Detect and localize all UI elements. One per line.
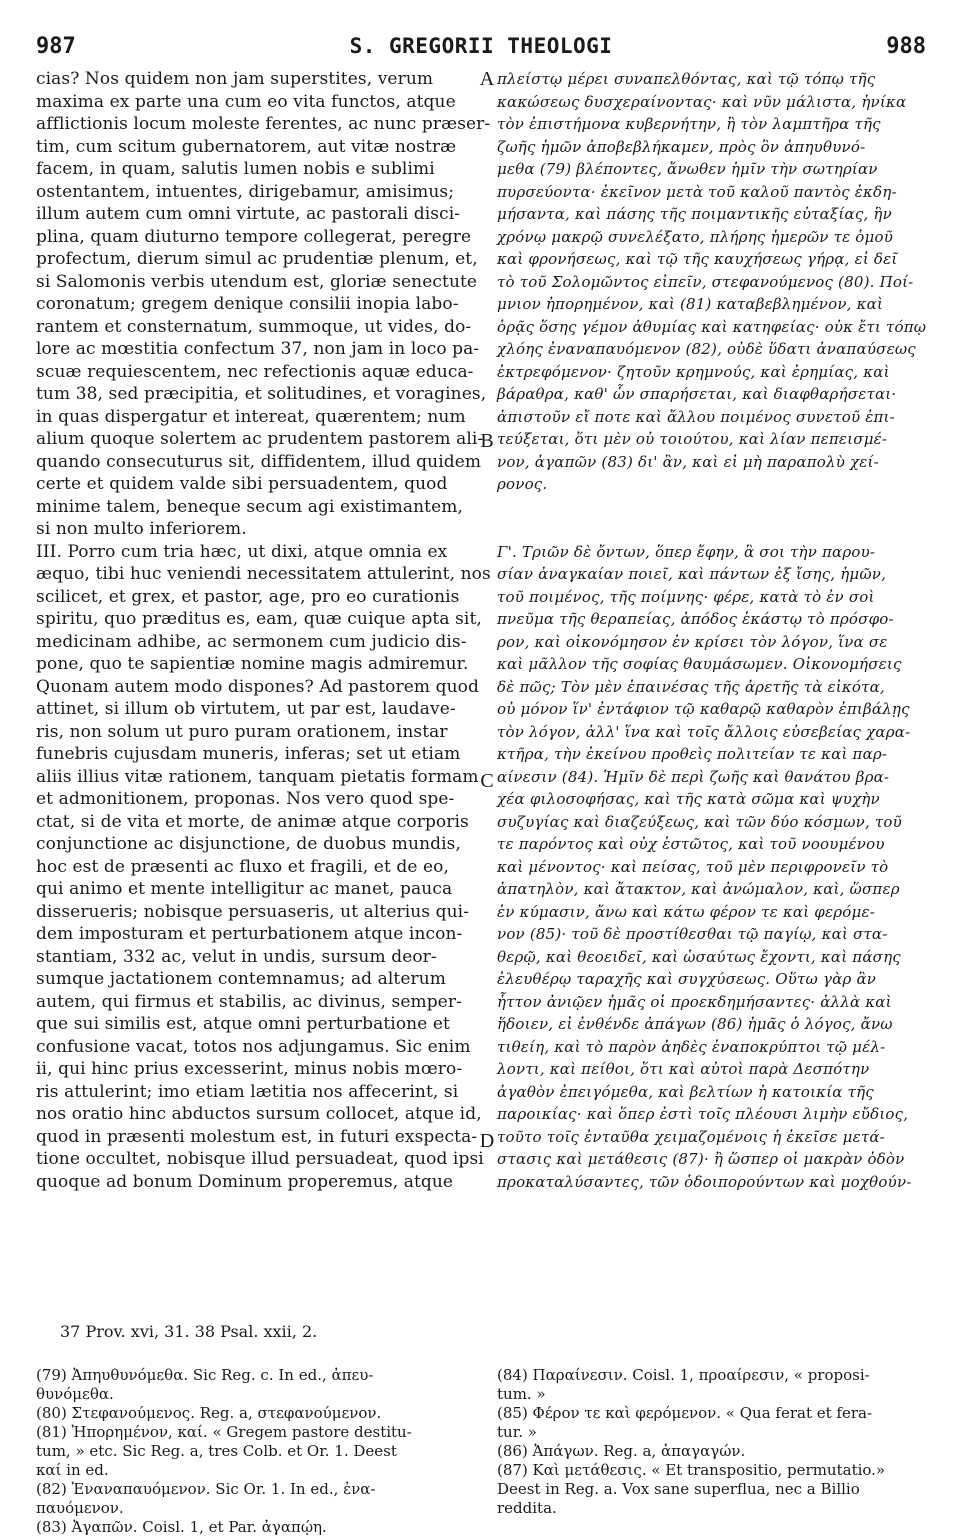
greek-text-line: παροικίας· καὶ ὅπερ ἐστὶ τοῖς πλέουσι λιμὴν εὔδιος, bbox=[497, 1105, 909, 1123]
margin-letter-d: D bbox=[479, 1130, 495, 1152]
greek-text-line: ἀπιστοῦν εἴ ποτε καὶ ἄλλου ποιμένος συνετοῦ ἐπι- bbox=[497, 407, 895, 426]
greek-text-line: τοῦτο τοῖς ἐνταῦθα χειμαζομένοις ἡ ἐκεῖσε μετά- bbox=[497, 1127, 885, 1146]
greek-text-line: τιθείη, καὶ τὸ παρὸν ἀηδὲς ἐναποκρύπτοι τῷ μέλ- bbox=[497, 1037, 886, 1056]
greek-text-line: ζωῆς ἡμῶν ἀποβεβλήκαμεν, πρὸς ὃν ἀπηυθυνό- bbox=[497, 137, 866, 156]
latin-text-line: quod in præsenti molestum est, in futuri exspecta- bbox=[36, 1126, 478, 1147]
margin-letter-c: C bbox=[480, 770, 494, 792]
latin-text-line: certe et quidem valde sibi persuadentem, quod bbox=[36, 474, 448, 494]
greek-text-line: ἀγαθὸν ἐπειγόμεθα, καὶ βελτίων ἡ κατοικία τῆς bbox=[497, 1082, 874, 1101]
note-line: (83) Ἀγαπῶν. Coisl. 1, et Par. ἀγαπῴη. bbox=[36, 1518, 327, 1536]
greek-text-line: θερῷ, καὶ θεοειδεῖ, καὶ ὡσαύτως ἔχοντι, καὶ πάσης bbox=[497, 947, 901, 966]
greek-text-line: χρόνῳ μακρῷ συνελέξατο, πλήρης ἡμερῶν τε ὁμοῦ bbox=[497, 227, 894, 246]
greek-text-line: καὶ μᾶλλον τῆς σοφίας θαυμάσωμεν. Οἰκονομήσεις bbox=[497, 655, 902, 673]
greek-text-line: ὁρᾷς ὅσης γέμον ἀθυμίας καὶ κατηφείας· οὐκ ἔτι τόπῳ bbox=[497, 317, 927, 336]
greek-text-line: κακώσεως δυσχεραίνοντας· καὶ νῦν μάλιστα, ἡνίκα bbox=[497, 92, 907, 111]
note-line: (86) Ἀπάγων. Reg. a, ἀπαγαγών. bbox=[497, 1442, 746, 1460]
greek-text-line: τὸ τοῦ Σολομῶντος εἰπεῖν, στεφανούμενος (80). Ποί- bbox=[497, 272, 914, 291]
greek-text-line: ἧττον ἀνιῷεν ἡμᾶς οἱ προεκδημήσαντες· ἀλλὰ καὶ bbox=[497, 992, 892, 1011]
greek-text-line: τὸν ἐπιστήμονα κυβερνήτην, ἢ τὸν λαμπτῆρα τῆς bbox=[497, 115, 881, 133]
greek-text-line: βάραθρα, καθ' ὧν σπαρήσεται, καὶ διαφθαρήσεται· bbox=[497, 385, 897, 403]
greek-text-line: ἐλευθέρῳ ταραχῆς καὶ συγχύσεως. Οὕτω γὰρ ἂν bbox=[497, 970, 877, 988]
latin-text-line: æquo, tibi huc veniendi necessitatem attulerint, nos bbox=[36, 564, 491, 584]
latin-text-line: III. Porro cum tria hæc, ut dixi, atque omnia ex bbox=[36, 541, 448, 562]
latin-text-line: dem imposturam et perturbationem atque incon- bbox=[36, 924, 463, 944]
scripture-footnotes: 37 Prov. xvi, 31. 38 Psal. xxii, 2. bbox=[60, 1322, 318, 1341]
greek-text-line: μήσαντα, καὶ πάσης τῆς ποιμαντικῆς εὐταξίας, ἣν bbox=[497, 205, 892, 223]
greek-text-line: ρον, καὶ οἰκονόμησον ἐν κρίσει τὸν λόγον, ἵνα σε bbox=[497, 632, 888, 651]
latin-text-line: plina, quam diuturno tempore collegerat, peregre bbox=[36, 226, 472, 247]
margin-letter-a: A bbox=[479, 68, 495, 90]
latin-text-line: disserueris; nobisque persuaseris, ut alterius qui- bbox=[36, 901, 470, 922]
note-line: θυνόμεθα. bbox=[36, 1385, 114, 1403]
latin-text-line: tum 38, sed præcipitia, et solitudines, et voragines, bbox=[36, 384, 487, 404]
greek-text-line: ἐκτρεφόμενον· ζητοῦν κρημνούς, καὶ ἐρημίας, καὶ bbox=[497, 362, 890, 381]
latin-text-line: minime talem, beneque secum agi existimantem, bbox=[36, 496, 464, 517]
latin-column bbox=[36, 68, 491, 1193]
note-line: (87) Καὶ μετάθεσις. « Et transpositio, permutatio.» bbox=[497, 1461, 886, 1479]
greek-text-line: κτῆρα, τὴν ἐκείνου προθεὶς πολιτείαν τε καὶ παρ- bbox=[497, 745, 888, 763]
latin-text-line: sumque jactationem contemnamus; ad alterum bbox=[36, 969, 447, 989]
page-number-right: 988 bbox=[886, 34, 926, 59]
latin-text-line: ii, qui hinc prius excesserint, minus nobis mœro- bbox=[36, 1059, 463, 1079]
note-line: (82) Ἐναναπαυόμενον. Sic Or. 1. In ed., ἐνα- bbox=[36, 1480, 376, 1498]
greek-text-line: καὶ φρονήσεως, καὶ τῷ τῆς καυχήσεως γήρᾳ, εἰ δεῖ bbox=[497, 250, 898, 268]
latin-text-line: afflictionis locum moleste ferentes, ac nunc præser- bbox=[36, 114, 491, 134]
note-line: tur. » bbox=[497, 1423, 537, 1441]
page-number-left: 987 bbox=[36, 34, 76, 59]
latin-text-line: profectum, dierum simul ac prudentiæ plenum, et, bbox=[36, 249, 478, 269]
latin-text-line: rantem et consternatum, summoque, ut vides, do- bbox=[36, 316, 472, 337]
greek-text-line bbox=[497, 518, 925, 541]
note-line: παυόμενον. bbox=[36, 1499, 124, 1517]
greek-text-line: στασις καὶ μετάθεσις (87)· ἢ ὥσπερ οἱ μακρὰν ὁδὸν bbox=[497, 1150, 905, 1168]
note-line: Deest in Reg. a. Vox sane superflua, nec a Billio bbox=[497, 1480, 860, 1498]
greek-text-line: πυρσεύοντα· ἐκεῖνον μετὰ τοῦ καλοῦ παντὸς ἐκδη- bbox=[497, 182, 897, 201]
note-line: (84) Παραίνεσιν. Coisl. 1, προαίρεσιν, « proposi- bbox=[497, 1366, 870, 1384]
latin-text-line: qui animo et mente intelligitur ac manet, pauca bbox=[36, 879, 453, 899]
greek-text-line: πλείστῳ μέρει συναπελθόντας, καὶ τῷ τόπῳ τῆς bbox=[497, 70, 876, 88]
greek-text-line bbox=[497, 496, 925, 519]
latin-text-line: illum autem cum omni virtute, ac pastorali disci- bbox=[36, 204, 461, 224]
greek-text-line: συζυγίας καὶ διαζεύξεως, καὶ τῶν δύο κόσμων, τοῦ bbox=[497, 812, 902, 831]
latin-text-line: tione occultet, nobisque illud persuadeat, quod ipsi bbox=[36, 1149, 484, 1169]
latin-text-line: quando consecuturus sit, diffidentem, illud quidem bbox=[36, 451, 482, 472]
latin-text-line: stantiam, 332 ac, velut in undis, sursum deor- bbox=[36, 946, 437, 967]
greek-text-line: χέα φιλοσοφήσας, καὶ τῆς κατὰ σῶμα καὶ ψυχὴν bbox=[497, 790, 880, 808]
latin-text-line: medicinam adhibe, ac sermonem cum judicio dis- bbox=[36, 631, 467, 652]
note-line: reddita. bbox=[497, 1499, 557, 1517]
latin-text-line: scuæ requiescentem, nec refectionis aquæ educa- bbox=[36, 361, 474, 382]
latin-text-line: que sui similis est, atque omni perturbatione et bbox=[36, 1014, 450, 1034]
greek-text-line: σίαν ἀναγκαίαν ποιεῖ, καὶ πάντων ἐξ ἴσης, ἡμῶν, bbox=[497, 565, 887, 583]
latin-text-line: conjunctione ac disjunctione, de duobus mundis, bbox=[36, 834, 461, 854]
note-line: tum, » etc. Sic Reg. a, tres Colb. et Or. 1. Deest bbox=[36, 1442, 397, 1460]
latin-text-line: ris attulerint; imo etiam lætitia nos affecerint, si bbox=[36, 1081, 459, 1102]
latin-text-line: facem, in quam, salutis lumen nobis e sublimi bbox=[36, 159, 435, 179]
greek-text-line: χλόης ἐναναπαυόμενον (82), οὐδὲ ὕδατι ἀναπαύσεως bbox=[497, 340, 916, 358]
greek-text-line: νον (85)· τοῦ δὲ προστίθεσθαι τῷ παγίῳ, καὶ στα- bbox=[497, 925, 888, 943]
latin-text-line: funebris cujusdam muneris, inferas; set ut etiam bbox=[36, 744, 461, 764]
note-line: (79) Ἀπηυθυνόμεθα. Sic Reg. c. In ed., ἀπευ- bbox=[36, 1366, 374, 1384]
latin-text-line: tim, cum scitum gubernatorem, aut vitæ nostræ bbox=[36, 136, 457, 157]
latin-text-line: cias? Nos quidem non jam superstites, verum bbox=[36, 69, 434, 89]
latin-text-line: nos oratio hinc abductos sursum collocet, atque id, bbox=[36, 1104, 482, 1124]
latin-text-line: ostentantem, intuentes, dirigebamur, amisimus; bbox=[36, 181, 455, 202]
note-line: καί in ed. bbox=[36, 1461, 109, 1479]
critical-notes-right bbox=[497, 1366, 925, 1518]
greek-text-line: ἐν κύμασιν, ἄνω καὶ κάτω φέρον τε καὶ φερόμε- bbox=[497, 902, 875, 921]
latin-text-line: si non multo inferiorem. bbox=[36, 519, 247, 539]
margin-letter-b: B bbox=[480, 430, 494, 452]
latin-text-line: et admonitionem, proponas. Nos vero quod spe- bbox=[36, 789, 455, 809]
latin-text-line: spiritu, quo præditus es, eam, quæ cuique apta sit, bbox=[36, 609, 482, 629]
latin-text-line: coronatum; gregem denique consilii inopia labo- bbox=[36, 294, 459, 314]
note-line: tum. » bbox=[497, 1385, 546, 1403]
latin-text-line: scilicet, et grex, et pastor, age, pro eo curationis bbox=[36, 586, 460, 607]
greek-text-line: τε παρόντος καὶ οὐχ ἑστῶτος, καὶ τοῦ νοουμένου bbox=[497, 835, 885, 853]
greek-text-line: Γ'. Τριῶν δὲ ὄντων, ὅπερ ἔφην, ἃ σοι τὴν παρου- bbox=[497, 542, 876, 561]
latin-text-line: lore ac mœstitia confectum 37, non jam in loco pa- bbox=[36, 339, 480, 359]
note-line: (85) Φέρον τε καὶ φερόμενον. « Qua ferat et fera- bbox=[497, 1404, 873, 1422]
latin-text-line: si Salomonis verbis utendum est, gloriæ senectute bbox=[36, 271, 478, 292]
latin-text-line: hoc est de præsenti ac fluxo et fragili, et de eo, bbox=[36, 856, 450, 877]
latin-text-line: Quonam autem modo dispones? Ad pastorem quod bbox=[36, 676, 479, 697]
greek-text-line: τεύξεται, ὅτι μὲν οὐ τοιούτου, καὶ λίαν πεπεισμέ- bbox=[497, 430, 888, 448]
greek-text-line: μεθα (79) βλέποντες, ἄνωθεν ἡμῖν τὴν σωτηρίαν bbox=[497, 160, 878, 178]
greek-text-line: ἥδοιεν, εἰ ἐνθένδε ἀπάγων (86) ἡμᾶς ὁ λόγος, ἄνω bbox=[497, 1015, 893, 1033]
greek-column bbox=[497, 68, 925, 1193]
note-line: (81) Ἠπορημένον, καί. « Gregem pastore destitu- bbox=[36, 1423, 412, 1441]
latin-text-line: alium quoque solertem ac prudentem pastorem ali- bbox=[36, 429, 484, 449]
latin-text-line: quoque ad bonum Dominum properemus, atque bbox=[36, 1171, 454, 1192]
greek-text-line: τοῦ ποιμένος, τῆς ποίμνης· φέρε, κατὰ τὸ ἐν σοὶ bbox=[497, 587, 875, 606]
greek-text-line: δὲ πῶς; Τὸν μὲν ἐπαινέσας τῆς ἀρετῆς τὰ εἰκότα, bbox=[497, 677, 885, 696]
latin-text-line: ris, non solum ut puro puram orationem, instar bbox=[36, 721, 448, 742]
greek-text-line: πνεῦμα τῆς θεραπείας, ἀπόδος ἑκάστῳ τὸ πρόσφο- bbox=[497, 610, 894, 628]
latin-text-line: attinet, si illum ob virtutem, ut par est, laudave- bbox=[36, 699, 456, 719]
note-line: (80) Στεφανούμενος. Reg. a, στεφανούμενον. bbox=[36, 1404, 382, 1422]
latin-text-line: pone, quo te sapientiæ nomine magis admiremur. bbox=[36, 654, 469, 674]
greek-text-line: ρονος. bbox=[497, 475, 548, 493]
latin-text-line: ctat, si de vita et morte, de animæ atque corporis bbox=[36, 811, 469, 832]
latin-text-line: autem, qui firmus et stabilis, ac divinus, semper- bbox=[36, 991, 462, 1012]
greek-text-line: οὐ μόνον ἵν' ἐντάφιον τῷ καθαρῷ καθαρὸν ἐπιβάλῃς bbox=[497, 700, 910, 718]
greek-text-line: τὸν λόγον, ἀλλ' ἵνα καὶ τοῖς ἄλλοις εὐσεβείας χαρα- bbox=[497, 722, 911, 741]
latin-text-line: in quas dispergatur et intereat, quærentem; num bbox=[36, 406, 466, 427]
greek-text-line: αίνεσιν (84). Ἡμῖν δὲ περὶ ζωῆς καὶ θανάτου βρα- bbox=[497, 767, 890, 786]
latin-text-line: maxima ex parte una cum eo vita functos, atque bbox=[36, 91, 456, 112]
latin-text-line: aliis illius vitæ rationem, tanquam pietatis formam bbox=[36, 766, 479, 787]
greek-text-line: λοντι, καὶ πείθοι, ὅτι καὶ αὐτοὶ παρὰ Δεσπότην bbox=[497, 1060, 870, 1078]
greek-text-line: ἀπατηλὸν, καὶ ἄτακτον, καὶ ἀνώμαλον, καὶ, ὥσπερ bbox=[497, 880, 900, 898]
greek-text-line: προκαταλύσαντες, τῶν ὁδοιπορούντων καὶ μοχθούν- bbox=[497, 1172, 912, 1191]
critical-notes-left bbox=[36, 1366, 476, 1537]
greek-text-line: καὶ μένοντος· καὶ πείσας, τοῦ μὲν περιφρονεῖν τὸ bbox=[497, 857, 889, 876]
greek-text-line: νον, ἀγαπῶν (83) δι' ἂν, καὶ εἰ μὴ παραπολὺ χεί- bbox=[497, 452, 879, 471]
running-header bbox=[36, 34, 926, 64]
running-title: S. GREGORII THEOLOGI bbox=[349, 34, 613, 58]
greek-text-line: μνιον ἠπορημένον, καὶ (81) καταβεβλημένον, καὶ bbox=[497, 295, 884, 313]
latin-text-line: confusione vacat, totos nos adjungamus. Sic enim bbox=[36, 1036, 471, 1057]
